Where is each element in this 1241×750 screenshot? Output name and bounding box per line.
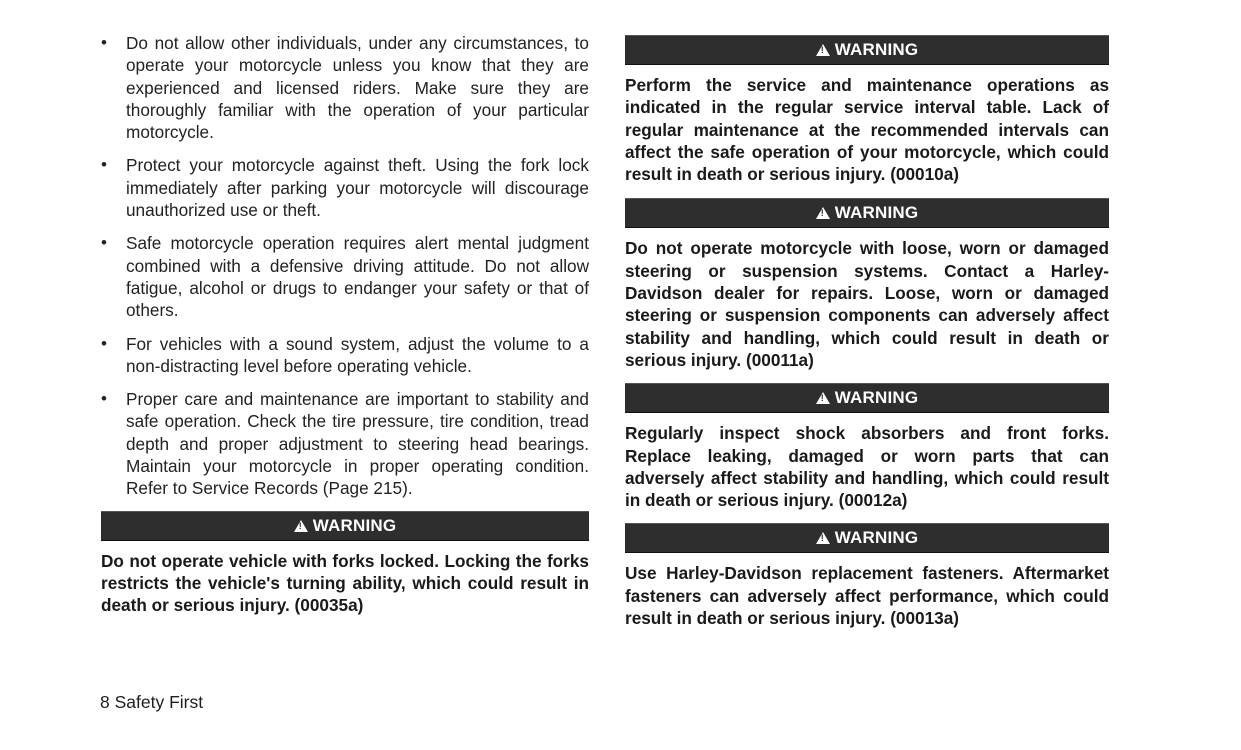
warning-label: WARNING xyxy=(834,40,919,59)
warning-label: WARNING xyxy=(834,528,919,548)
list-item xyxy=(101,154,589,221)
bullet-text: Safe motorcycle operation requires alert mental judgment combined with a defensive driving attitude. Do not allow fatigue, alcohol or drugs to endanger your safety or that of others. xyxy=(126,233,589,321)
warning-text: Do not operate vehicle with forks locked. Locking the forks restricts the vehicle's turning ability, which could result in death or serious injury. (00035a) xyxy=(101,550,589,616)
list-item xyxy=(101,388,589,499)
bullet-marker: • xyxy=(101,389,107,409)
bullet-text: Proper care and maintenance are important to stability and safe operation. Check the tire pressure, tire condition, tread depth and proper adjustment to steering head bearings. Maintain your motorcycle in proper operating condition. Refer to Service Records (Page 215). xyxy=(126,389,589,499)
warning-label: WARNING xyxy=(834,203,919,223)
bullet-text: For vehicles with a sound system, adjust the volume to a non-distracting level before operating vehicle. xyxy=(126,333,589,376)
warning-label: WARNING xyxy=(312,515,397,535)
warning-triangle-icon xyxy=(816,44,830,56)
warning-header xyxy=(625,198,1109,228)
bullet-text: Protect your motorcycle against theft. Using the fork lock immediately after parking your motorcycle will discourage unauthorized use or theft. xyxy=(126,155,589,221)
warning-header xyxy=(625,383,1109,413)
bullet-marker: • xyxy=(101,333,107,353)
list-item xyxy=(101,32,589,143)
warning-triangle-icon xyxy=(294,520,308,532)
list-item xyxy=(101,232,589,321)
warning-block-forks-locked xyxy=(101,511,589,617)
warning-block-maintenance xyxy=(625,35,1109,185)
warning-block-fasteners xyxy=(625,523,1109,629)
warning-triangle-icon xyxy=(816,207,830,219)
warning-label: WARNING xyxy=(834,388,919,408)
bullet-text: Do not allow other individuals, under any circumstances, to operate your motorcycle unless you know that they are experienced and licensed riders. Make sure they are thoroughly familiar with the operation of your particular motorcycle. xyxy=(126,33,589,143)
bullet-marker: • xyxy=(101,155,107,175)
warning-header xyxy=(101,511,589,541)
left-column xyxy=(101,32,589,617)
page-footer: 8 Safety First xyxy=(100,692,204,712)
list-item xyxy=(101,333,589,378)
warning-header xyxy=(625,523,1109,553)
warning-block-shocks xyxy=(625,383,1109,511)
safety-bullet-list xyxy=(101,32,589,500)
bullet-marker: • xyxy=(101,233,107,253)
warning-header xyxy=(625,35,1109,65)
warning-triangle-icon xyxy=(816,532,830,544)
warning-triangle-icon xyxy=(816,392,830,404)
warning-block-steering xyxy=(625,198,1109,371)
warning-text: Regularly inspect shock absorbers and front forks. Replace leaking, damaged or worn parts that can adversely affect stability and handling, which could result in death or serious injury. (00012a) xyxy=(625,423,1109,511)
warning-text: Do not operate motorcycle with loose, worn or damaged steering or suspension systems. Contact a Harley-Davidson dealer for repairs. Loose, worn or damaged steering or suspension components can adversely affect stability and handling, which could result in death or serious injury. (00011a) xyxy=(625,238,1109,370)
warning-text: Use Harley-Davidson replacement fasteners. Aftermarket fasteners can adversely affect performance, which could result in death or serious injury. (00013a) xyxy=(625,563,1109,629)
warning-text: Perform the service and maintenance operations as indicated in the regular service interval table. Lack of regular maintenance at the recommended intervals can affect the safe operation of your motorcycle, which could result in death or serious injury. (00010a) xyxy=(625,75,1109,185)
right-column xyxy=(625,35,1109,629)
bullet-marker: • xyxy=(101,33,107,52)
